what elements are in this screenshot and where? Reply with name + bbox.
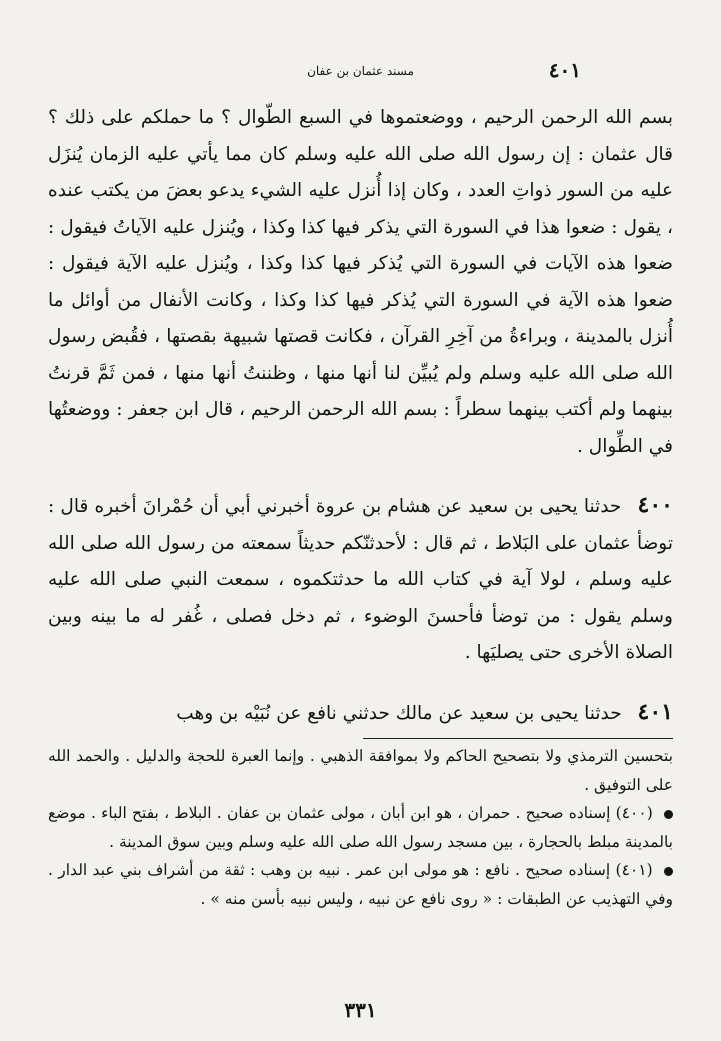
hadith-text: حدثنا يحيى بن سعيد عن مالك حدثني نافع عن نُبَيْه بن وهب <box>176 702 622 724</box>
footnotes <box>48 742 673 913</box>
footnote-divider <box>363 738 673 739</box>
hadith-text: حدثنا يحيى بن سعيد عن هشام بن عروة أخبرني أبي أن حُمْرانَ أخبره قال : توضأ عثمان على البَلاط ، ثم قال : لأحدثنّكم حديثاً سمعته من رسول الله صلى الله عليه وسلم ، لولا آية في كتاب الله ما حدثتكموه ، سمعت النبي صلى الله عليه وسلم يقول : من توضأ فأحسنَ الوضوء ، ثم دخل فصلى ، غُفر له ما بينه وبين الصلاة الأخرى حتى يصليَها . <box>48 496 673 663</box>
hadith-401 <box>48 694 673 733</box>
bullet-icon <box>664 810 673 819</box>
bullet-icon <box>664 867 673 876</box>
page-header <box>140 58 581 88</box>
footnote-400 <box>48 799 673 856</box>
footnote-continuation: بتحسين الترمذي ولا بتصحيح الحاكم ولا بموافقة الذهبي . وإنما العبرة للحجة والدليل . والحمد الله على التوفيق . <box>48 747 673 794</box>
hadith-number: ٤٠٠ <box>637 492 673 518</box>
footnote-ref: (٤٠٠) <box>615 804 653 822</box>
footnote-ref: (٤٠١) <box>615 861 653 879</box>
intro-paragraph: بسم الله الرحمن الرحيم ، ووضعتموها في السبع الطّوال ؟ ما حملكم على ذلك ؟ قال عثمان : إن رسول الله صلى الله عليه وسلم كان مما يأتي عليه الزمان يُنزَل عليه من السور ذواتِ العدد ، وكان إذا أُنزل عليه الشيء يدعو بعضَ من يكتب عنده ، يقول : ضعوا هذا في السورة التي يذكر فيها كذا وكذا ، ويُنزل عليه الآياتُ فيقول : ضعوا هذه الآيات في السورة التي يُذكر فيها كذا وكذا ، ويُنزل عليه الآية فيقول : ضعوا هذه الآية في السورة التي يُذكر فيها كذا وكذا ، وكانت الأنفال من أوائل ما أُنزل بالمدينة ، وبراءةُ من آخِرِ القرآن ، فكانت قصتها شبيهة بقصتها ، فقُبض رسول الله صلى الله عليه وسلم ولم يُبيِّن لنا أنها منها ، وظننتُ أنها منها ، فمن ثَمَّ قرنتُ بينهما ولم أكتب بينهما سطراً : بسم الله الرحمن الرحيم ، قال ابن جعفر : ووضعتُها في الطِّوال . <box>48 107 673 457</box>
main-text <box>48 100 673 732</box>
footnote-401 <box>48 856 673 913</box>
running-title: مسند عثمان بن عفان <box>307 64 414 78</box>
footnote-text: إسناده صحيح . نافع : هو مولى ابن عمر . نبيه بن وهب : ثقة من أشراف بني عبد الدار . وفي التهذيب عن الطبقات : « روى نافع عن نبيه ، وليس نبيه بأسن منه » . <box>48 861 673 908</box>
hadith-number: ٤٠١ <box>637 698 673 725</box>
hadith-400 <box>48 487 673 672</box>
page-number: ٣٣١ <box>344 998 377 1022</box>
footnote-text: إسناده صحيح . حمران ، هو ابن أبان ، مولى عثمان بن عفان . البلاط ، بفتح الباء . موضع بالمدينة مبلط بالحجارة ، بين مسجد رسول الله صلى الله عليه وسلم وبين سوق المدينة . <box>48 804 673 851</box>
hadith-range-number: ٤٠١ <box>548 58 581 82</box>
